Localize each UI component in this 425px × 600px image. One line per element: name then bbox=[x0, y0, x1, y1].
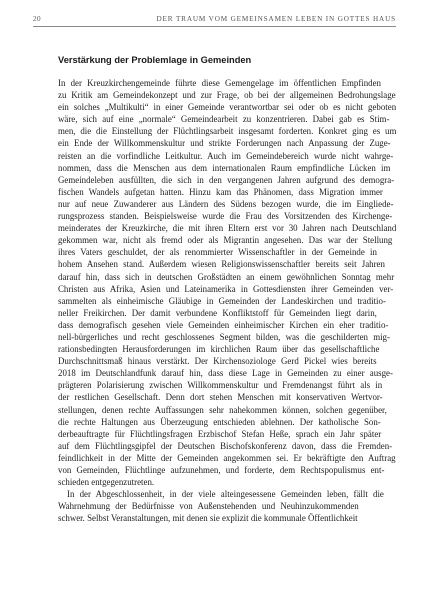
text-line: wäre, sich auf eine „normale“ Gemeindearbeit zu konzentrieren. Dabei gab es Stim- bbox=[58, 114, 390, 125]
running-title: DER TRAUM VOM GEMEINSAMEN LEBEN IN GOTTES HAUS bbox=[156, 15, 396, 23]
running-header bbox=[33, 14, 396, 26]
text-line: derbeauftragte für Flüchtlingsfragen Erzbischof Stefan Heße, sprach ein Jahr später bbox=[58, 428, 382, 439]
text-line: der restlichen Gesellschaft. Denn dort stehen Menschen mit konservativen Wertvor- bbox=[58, 392, 383, 403]
text-line: In der Kreuzkirchengemeinde führte diese Gemengelage im öffentlichen Empfinden bbox=[58, 78, 381, 88]
text-line: schieden entgegenzutreten. bbox=[58, 477, 155, 488]
text-line: rationsbedingten Herausforderungen im kirchlichen Raum über das gesellschaftliche bbox=[58, 344, 380, 355]
text-line: Christen aus Afrika, Asien und Lateinamerika in Gottesdiensten ihrer Gemeinden ver- bbox=[58, 283, 394, 294]
text-line: fischen Wandels aufgetan hatten. Hinzu kam das Phänomen, dass Migration immer bbox=[58, 186, 383, 197]
text-line: stellungen, denen rechte Auffassungen sehr nahekommen können, solchen gegenüber, bbox=[58, 404, 387, 415]
text-line: ein solches „Multikulti“ in einer Gemeinde verantwortbar sei oder ob es nicht geboten bbox=[58, 102, 396, 113]
text-line: gekommen war, nicht als fremd oder als Migrantin angesehen. Das war der Stellung bbox=[58, 235, 393, 246]
text-line: darauf hin, dass sich in deutschen Großstädten an einem gewöhnlichen Sonntag mehr bbox=[58, 271, 395, 282]
text-line: auf dem Flüchtlingsgipfel der Deutschen Bischofskonferenz davon, dass die Fremden- bbox=[58, 440, 393, 451]
text-line: prägteren Polarisierung zwischen Willkommenskultur und Fremdenangst führt als in bbox=[58, 380, 383, 391]
text-line: Durchschnittsmaß hinaus verstärkt. Der Kirchensoziologe Gerd Pickel wies bereits bbox=[58, 356, 377, 367]
text-line: nommen, dass die Menschen aus dem internationalen Raum empfindliche Lücken im bbox=[58, 162, 391, 173]
text-line: feindlichkeit in der Mitte der Gemeinden angekommen sei. Er bekräftigte den Auftrag bbox=[58, 452, 396, 463]
text-line: nell-bürgerliches und recht geschlossenes Segment bilden, was die geschilderten mig- bbox=[58, 331, 390, 342]
text-line: neller Freikirchen. Der damit verbundene Konfliktstoff für Gemeinden liegt darin, bbox=[58, 307, 377, 318]
text-line: hohem Ansehen stand. Außerdem wiesen Religionswissenschaftler bereits seit Jahren bbox=[58, 259, 385, 270]
text-line: dass demografisch gesehen viele Gemeinden einheimischer Kirchen ein eher traditio- bbox=[58, 319, 389, 330]
text-line: Gemeindeleben ausfüllten, die sich in den vergangenen Jahren aufgrund des demogra- bbox=[58, 174, 395, 185]
text-line: zu Kritik am Gemeindekonzept und zur Frage, ob bei der allgemeinen Bedrohungslage bbox=[58, 90, 396, 101]
text-line: die rechte Haltungen aus Überzeugung entschieden ablehnen. Der katholische Son- bbox=[58, 416, 381, 427]
body-text bbox=[58, 77, 396, 524]
text-line: schwer. Selbst Veranstaltungen, mit denen sie explizit die kommunale Öffentlichkeit bbox=[58, 513, 358, 524]
section-heading: Verstärkung der Problemlage in Gemeinden bbox=[58, 55, 252, 65]
text-line: sammelten als einheimische Gläubige in Gemeinden der Landeskirchen und traditio- bbox=[58, 295, 386, 306]
text-line: 2018 im Deutschlandfunk darauf hin, dass diese Lage in Gemeinden zu einer ausge- bbox=[58, 368, 393, 379]
text-line: von Gemeinden, Flüchtlinge aufzunehmen, und forderte, dem Rechtspopulismus ent- bbox=[58, 465, 385, 475]
text-line: In der Abgeschlossenheit, in der viele alteingesessene Gemeinden leben, fällt die bbox=[67, 489, 384, 500]
page-number: 20 bbox=[33, 15, 41, 23]
text-line: ein Ende der Willkommenskultur und strikte Forderungen nach Anpassung der Zuge- bbox=[58, 138, 391, 149]
text-line: Wahrnehmung der Bedürfnisse von Außenstehenden und Neuhinzukommenden bbox=[58, 501, 359, 512]
text-line: ihres Vaters geschuldet, der als renommierter Wissenschaftler in der Gemeinde in bbox=[58, 247, 377, 258]
text-line: reisten an die vorfindliche Leitkultur. Auch im Gemeindebereich wurde nicht wahrge- bbox=[58, 150, 394, 161]
text-line: nur auf neue Zuwanderer aus Ländern des Südens bezogen wurde, die im Eingliede- bbox=[58, 198, 394, 209]
text-line: men, die die Einstellung der Flüchtlingsarbeit insgesamt forderten. Konkret ging es um bbox=[58, 126, 396, 137]
text-line: rungsprozess standen. Beispielsweise wurde die Frau des Vorsitzenden des Kirchenge- bbox=[58, 211, 393, 222]
text-line: meinderates der Kreuzkirche, die mit ihren Eltern erst vor 30 Jahren nach Deutschland bbox=[58, 223, 396, 234]
header-rule bbox=[33, 26, 396, 27]
